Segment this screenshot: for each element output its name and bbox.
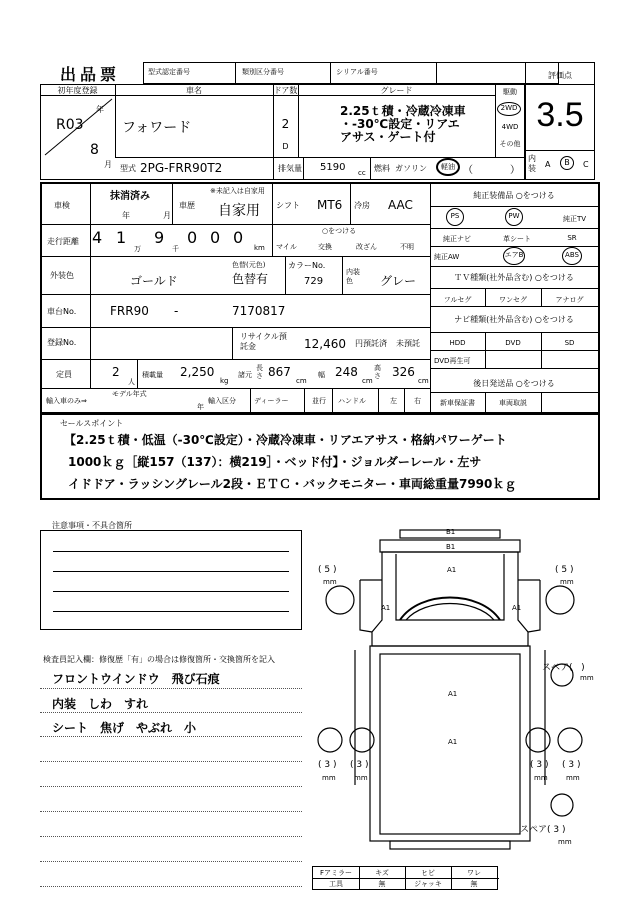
legend-header: ワレ: [467, 869, 481, 877]
tread-rear-left-inner: ( 3 ): [350, 760, 369, 770]
shaken-year-unit: 年: [122, 211, 130, 220]
cooler-label: 冷房: [354, 201, 370, 210]
mileage-exchange: 交換: [318, 243, 332, 251]
model-year-unit: 年: [197, 403, 204, 411]
page-title: 出品票: [60, 65, 121, 84]
spare-bottom: スペア( 3 ): [520, 825, 566, 835]
inspector-note-2: 内装 しわ すれ: [52, 697, 149, 711]
equip-ps: PS: [446, 208, 464, 226]
recycle-status-paid: 円預託済: [355, 339, 387, 348]
legend-table: [312, 866, 498, 890]
handle-label: ハンドル: [338, 397, 366, 405]
load-label: 積載量: [142, 371, 163, 379]
model-year-label: モデル年式: [112, 390, 147, 398]
load-value: 2,250: [180, 365, 215, 379]
chassis-label: 車台No.: [47, 307, 77, 316]
handle-left: 左: [390, 397, 397, 405]
import-parallel: 並行: [312, 397, 326, 405]
first-reg-year-unit: 年: [96, 105, 104, 114]
history-value: 自家用: [218, 203, 260, 219]
height-label: 高さ: [374, 364, 381, 380]
displacement-unit: cc: [358, 169, 366, 177]
mileage-digit: 0: [233, 228, 244, 247]
grade-label: グレード: [380, 86, 413, 95]
fuel-diesel: 軽油: [436, 158, 460, 176]
inspector-lines: [40, 664, 302, 894]
mileage-label: 走行距離: [47, 237, 79, 246]
color-value: ゴールド: [130, 274, 178, 288]
sales-line-1: 【2.25ｔ積・低温（-30℃設定）・冷蔵冷凍車・リアエアサス・格納パワーゲート: [64, 433, 507, 447]
tread-unit: mm: [560, 578, 574, 586]
mileage-digits: [92, 226, 272, 254]
dims-label: 諸元: [238, 371, 252, 379]
cooler-value: AAC: [388, 198, 413, 212]
damage-mark: A1: [448, 690, 458, 698]
model-label: 型式: [120, 164, 136, 173]
caution-box: [40, 530, 302, 630]
navi-title: ナビ種類(社外品含む) ○をつける: [454, 315, 574, 324]
after-title: 後日発送品 ○をつける: [473, 379, 555, 388]
drive-other: その他: [499, 140, 521, 148]
displacement-label: 排気量: [278, 164, 302, 173]
displacement-value: 5190: [320, 162, 346, 173]
first-reg-era: R03: [56, 117, 84, 133]
damage-mark: A1: [512, 604, 522, 612]
fuel-paren-close: ）: [510, 165, 520, 176]
equip-pw: PW: [505, 208, 523, 226]
tread-unit: mm: [323, 578, 337, 586]
chassis-dash: -: [174, 304, 179, 318]
interior-grade-c: C: [583, 160, 589, 169]
legend-cell: ジャッキ: [414, 880, 442, 888]
width-label: 幅: [318, 371, 325, 379]
legend-header: Fアミラー: [319, 869, 353, 877]
navi-dvd-play: DVD再生可: [434, 357, 471, 365]
tread-unit: mm: [566, 774, 580, 782]
height-value: 326: [392, 365, 415, 379]
inspector-title: 検査員記入欄：修復歴「有」の場合は修復箇所・交換箇所を記入: [43, 655, 275, 664]
fuel-label: 燃料: [374, 164, 390, 173]
shaken-label: 車検: [54, 201, 70, 210]
damage-mark: A1: [448, 738, 458, 746]
legend-cell: 無: [470, 880, 478, 888]
equip-abs: ABS: [562, 247, 582, 265]
navi-sd: SD: [564, 339, 575, 347]
mileage-digit: 0: [210, 228, 221, 247]
recycle-value: 12,460: [304, 337, 346, 351]
inspector-note-1: フロントウインドウ 飛び石痕: [52, 672, 220, 686]
shift-label: シフト: [276, 201, 300, 210]
inspector-note-3: シート 焦げ やぶれ 小: [52, 721, 197, 735]
grade-line3: アサス・ゲート付: [340, 130, 436, 144]
equip-airbag: エアB: [503, 247, 525, 265]
color-change-value: 色替有: [232, 272, 269, 286]
recycle-label: リサイクル預託金: [240, 332, 287, 351]
length-unit: cm: [296, 377, 307, 385]
equip-leather: 革シート: [503, 235, 531, 243]
mileage-mile: マイル: [276, 243, 297, 251]
score-value: 3.5: [536, 96, 584, 134]
car-name-label: 車名: [186, 86, 202, 95]
tread-front-right: ( 5 ): [555, 565, 574, 575]
tread-rear-right-outer: ( 3 ): [562, 760, 581, 770]
length-label: 長さ: [256, 364, 263, 380]
first-reg-label: 初年度登録: [57, 86, 98, 95]
mileage-unknown: 不明: [400, 243, 414, 251]
tread-front-left: ( 5 ): [318, 565, 337, 575]
tv-title: ＴＶ種類(社外品含む) ○をつける: [454, 273, 574, 282]
reg-no-label: 登録No.: [47, 338, 77, 347]
class-no-label: 類別区分番号: [242, 68, 284, 76]
equip-sr: SR: [567, 234, 577, 242]
equip-navi: 純正ナビ: [443, 235, 471, 243]
capacity-unit: 人: [128, 378, 135, 386]
after-manual: 車両取説: [499, 399, 527, 407]
height-unit: cm: [418, 377, 429, 385]
sales-line-3: イドドア・ラッシングレール2段・ＥＴＣ・バックモニター・車両総重量7990ｋｇ: [68, 477, 517, 491]
tread-unit: mm: [322, 774, 336, 782]
import-label: 輸入車のみ⇒: [46, 397, 87, 405]
interior-label: 内装: [528, 154, 536, 173]
tread-rear-right-inner: ( 3 ): [530, 760, 549, 770]
caution-title: 注意事項・不具合箇所: [52, 521, 132, 530]
tread-unit: mm: [580, 674, 594, 682]
fuel-paren-open: （: [463, 165, 473, 176]
tread-rear-left-outer: ( 3 ): [318, 760, 337, 770]
color-change-label: 色替(元色): [232, 261, 266, 269]
mileage-unit-man: 万: [134, 245, 141, 253]
damage-mark: B1: [446, 528, 456, 536]
score-label: 評価点: [548, 71, 572, 80]
spare-top: スペア( ): [542, 663, 585, 673]
fuel-gasoline: ガソリン: [395, 164, 427, 173]
sales-points-label: セールスポイント: [60, 419, 124, 428]
tread-unit: mm: [354, 774, 368, 782]
shaken-month-unit: 月: [163, 211, 171, 220]
interior-color-value: グレー: [380, 274, 417, 288]
damage-mark: B1: [446, 543, 456, 551]
first-reg-month: 8: [90, 142, 99, 158]
grade-line1: 2.25ｔ積・冷蔵冷凍車: [340, 104, 466, 118]
capacity-label: 定員: [56, 370, 72, 379]
legend-header: ヒビ: [421, 869, 435, 877]
tv-analog: アナログ: [555, 296, 584, 304]
tread-unit: mm: [558, 838, 572, 846]
load-unit: kg: [220, 377, 229, 385]
mileage-unit-sen: 千: [172, 245, 179, 253]
mileage-digit: 1: [116, 228, 127, 247]
sales-points-box: [40, 414, 600, 500]
doors-value: 2: [281, 117, 290, 131]
header-block: [40, 62, 595, 180]
equip-aw: 純正AW: [434, 253, 460, 261]
chassis-prefix: FRR90: [110, 304, 149, 318]
mileage-unit-km: km: [254, 244, 265, 252]
history-label: 車歴: [179, 201, 195, 210]
color-label: 外装色: [50, 271, 74, 280]
equip-tv: 純正TV: [562, 215, 587, 223]
mileage-digit: 0: [187, 228, 198, 247]
drive-2wd: 2WD: [497, 102, 521, 116]
history-note: ※未記入は自家用: [210, 187, 265, 195]
recycle-status-unpaid: 未預託: [396, 339, 420, 348]
spec-block: [40, 182, 600, 414]
capacity-value: 2: [112, 365, 120, 379]
shift-value: MT6: [317, 198, 343, 212]
navi-hdd: HDD: [449, 339, 466, 347]
legend-cell: 無: [378, 880, 386, 888]
first-reg-month-unit: 月: [104, 160, 112, 169]
width-unit: cm: [362, 377, 373, 385]
doors-label: ドア数: [273, 86, 298, 95]
serial-no-label: シリアル番号: [336, 68, 378, 76]
equipment-title: 純正装備品 ○をつける: [473, 191, 555, 200]
navi-dvd: DVD: [505, 339, 521, 347]
model-cert-label: 型式認定番号: [148, 68, 190, 76]
length-value: 867: [268, 365, 291, 379]
shaken-value: 抹消済み: [110, 191, 150, 202]
interior-grade-a: A: [545, 160, 551, 169]
chassis-no: 7170817: [232, 304, 286, 318]
damage-mark: A1: [381, 604, 391, 612]
tv-fullseg: フルセグ: [443, 296, 472, 304]
import-dealer: ディーラー: [254, 397, 289, 405]
model-value: 2PG-FRR90T2: [140, 161, 223, 175]
color-no-label: カラーNo.: [288, 261, 326, 270]
damage-mark: A1: [447, 566, 457, 574]
mileage-circle-note: ○をつける: [322, 227, 357, 235]
drive-4wd: 4WD: [501, 123, 519, 131]
mileage-digit: 9: [154, 228, 165, 247]
handle-right: 右: [414, 397, 421, 405]
import-class-label: 輸入区分: [208, 397, 236, 405]
legend-cell: 工具: [329, 880, 343, 888]
doors-unit: D: [282, 142, 289, 151]
mileage-digit: 4: [92, 228, 103, 247]
interior-grade-b: B: [560, 156, 574, 170]
tread-unit: mm: [534, 774, 548, 782]
tv-oneseg: ワンセグ: [499, 296, 527, 304]
drive-label: 駆動: [503, 88, 517, 96]
color-no-value: 729: [304, 276, 324, 287]
mileage-tampered: 改ざん: [356, 243, 377, 251]
interior-color-label: 内装色: [346, 268, 360, 285]
car-name: フォワード: [122, 120, 192, 136]
grade-line2: ・-30℃設定・リアエ: [340, 117, 460, 131]
after-warranty: 新車保証書: [440, 399, 475, 407]
legend-header: キズ: [375, 869, 389, 877]
width-value: 248: [335, 365, 358, 379]
sales-line-2: 1000ｋｇ［縦157（137）：横219］・ベッド付】・ジョルダーレール・左サ: [68, 455, 482, 469]
